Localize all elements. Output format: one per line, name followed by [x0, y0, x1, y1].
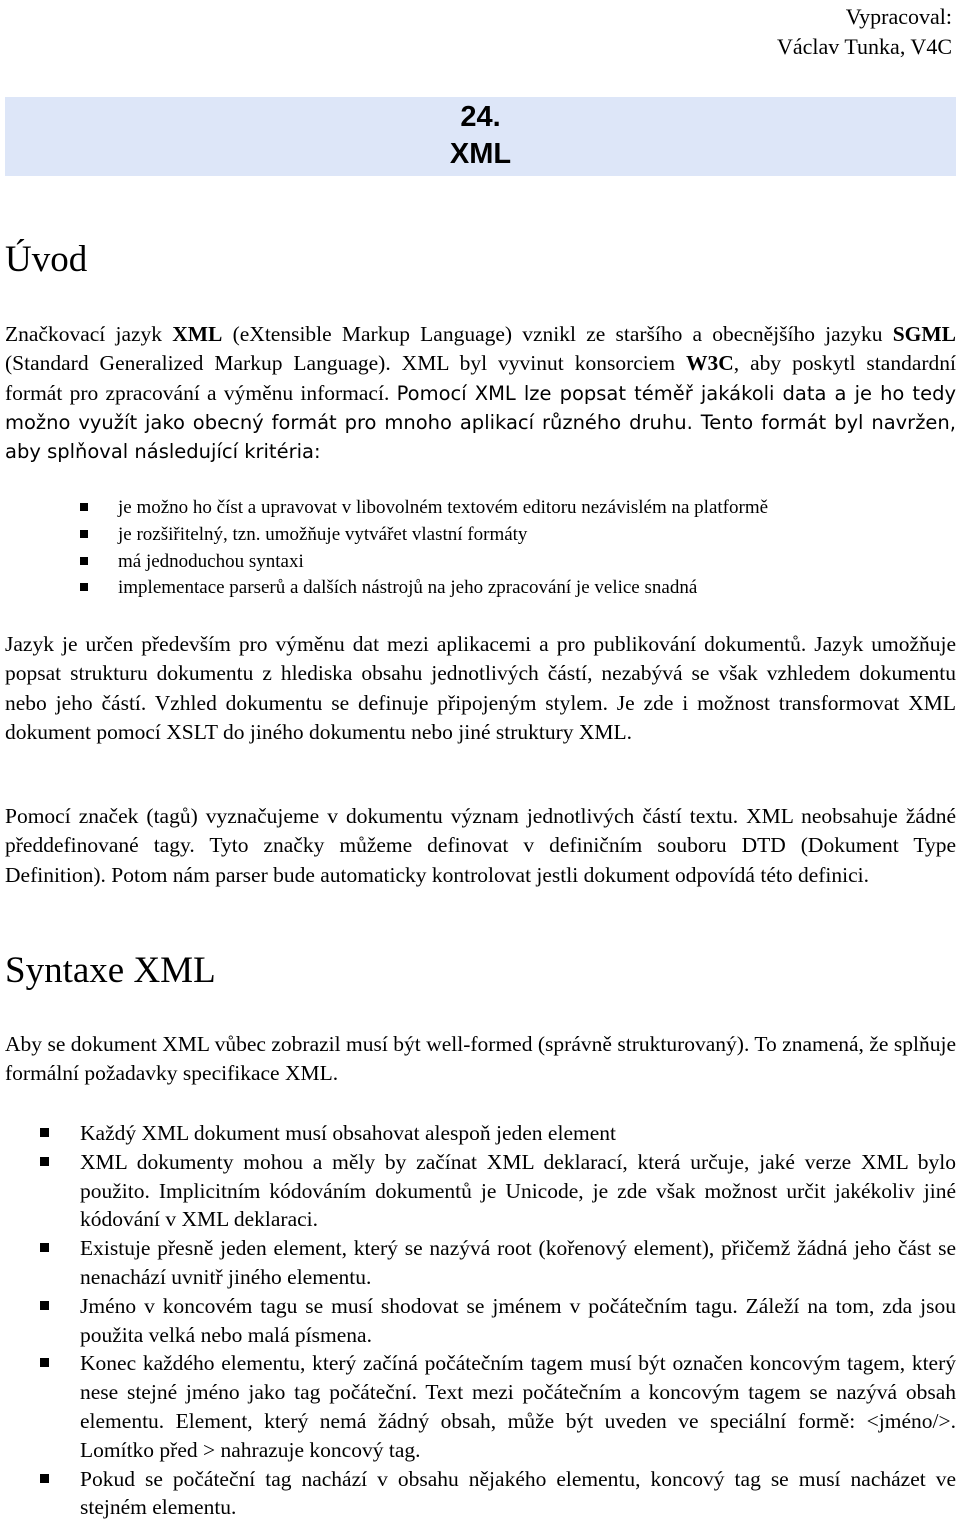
intro-bold-xml: XML	[172, 322, 223, 346]
author-block	[777, 2, 952, 62]
intro-bold-w3c: W3C	[686, 351, 734, 376]
list-item: Každý XML dokument musí obsahovat alespoň jeden element	[40, 1119, 956, 1148]
syntax-intro-paragraph: Aby se dokument XML vůbec zobrazil musí být well-formed (správně strukturovaný). To znamená, že splňuje formální požadavky specifikace XML.	[5, 1032, 956, 1086]
list-item: Pokud se počáteční tag nachází v obsahu nějakého elementu, koncový tag se musí nacházet ve stejném elementu.	[40, 1465, 956, 1523]
list-item: má jednoduchou syntaxi	[80, 549, 940, 576]
rules-list	[40, 1119, 956, 1522]
title-name: XML	[449, 138, 512, 170]
section-heading-uvod: Úvod	[5, 239, 88, 280]
list-item: Konec každého elementu, který začíná počátečním tagem musí být označen koncovým tagem, který nese stejné jméno jako tag počáteční. Text mezi počátečním a koncovým tagem se nazývá obsah elementu. Element, který nemá žádný obsah, může být uveden ve speciální formě: <jméno/>. Lomítko před > nahrazuje koncový tag.	[40, 1349, 956, 1464]
usage-paragraph: Jazyk je určen především pro výměnu dat mezi aplikacemi a pro publikování dokumentů. Jazyk umožňuje popsat strukturu dokumentu z hlediska obsahu jednotlivých částí, nezabývá se však vzhledem dokumentu nebo jeho částí. Vzhled dokumentu se definuje připojeným stylem. Je zde i možnost transformovat XML dokument pomocí XSLT do jiného dokumentu nebo jiné struktury XML.	[5, 632, 956, 744]
list-item: implementace parserů a dalších nástrojů na jeho zpracování je velice snadná	[80, 575, 940, 602]
list-item: je možno ho číst a upravovat v libovolném textovém editoru nezávislém na platformě	[80, 495, 940, 522]
title-number: 24.	[460, 101, 501, 133]
intro-text-4: , aby poskytl standardní formát pro zpracování a výměnu informací.	[5, 351, 956, 405]
title-banner	[5, 97, 956, 176]
list-item: je rozšiřitelný, tzn. umožňuje vytvářet vlastní formáty	[80, 522, 940, 549]
intro-paragraph	[5, 320, 956, 466]
intro-text-5: Pomocí XML lze popsat téměř jakákoli data a je ho tedy možno využít jako obecný formát pro mnoho aplikací různého druhu. Tento formát byl navržen, aby splňoval následující kritéria:	[5, 381, 956, 464]
list-item: XML dokumenty mohou a měly by začínat XML deklarací, která určuje, jaké verze XML bylo použito. Implicitním kódováním dokumentů je Unicode, je zde však možnost určit jakékoliv jiné kódování v XML deklaraci.	[40, 1148, 956, 1234]
section-heading-syntaxe: Syntaxe XML	[5, 950, 216, 991]
list-item: Jméno v koncovém tagu se musí shodovat se jménem v počátečním tagu. Záleží na tom, zda jsou použita velká nebo malá písmena.	[40, 1292, 956, 1350]
tags-paragraph: Pomocí značek (tagů) vyznačujeme v dokumentu význam jednotlivých částí textu. XML neobsahuje žádné předdefinované tagy. Tyto značky můžeme definovat v definičním souboru DTD (Dokument Type Definition). Potom nám parser bude automaticky kontrolovat jestli dokument odpovídá této definici.	[5, 804, 956, 887]
intro-text-2: (eXtensible Markup Language) vznikl ze staršího a obecnějšího jazyku	[222, 322, 893, 346]
author-label: Vypracoval:	[845, 4, 952, 29]
criteria-list	[80, 495, 940, 602]
list-item: Existuje přesně jeden element, který se nazývá root (kořenový element), přičemž žádná jeho část se nenachází uvnitř jiného elementu.	[40, 1234, 956, 1292]
author-name: Václav Tunka, V4C	[777, 34, 952, 59]
intro-bold-sgml: SGML	[892, 322, 957, 346]
intro-text-3: (Standard Generalized Markup Language). XML byl vyvinut konsorciem	[5, 351, 687, 376]
intro-text-1: Značkovací jazyk	[5, 322, 173, 346]
